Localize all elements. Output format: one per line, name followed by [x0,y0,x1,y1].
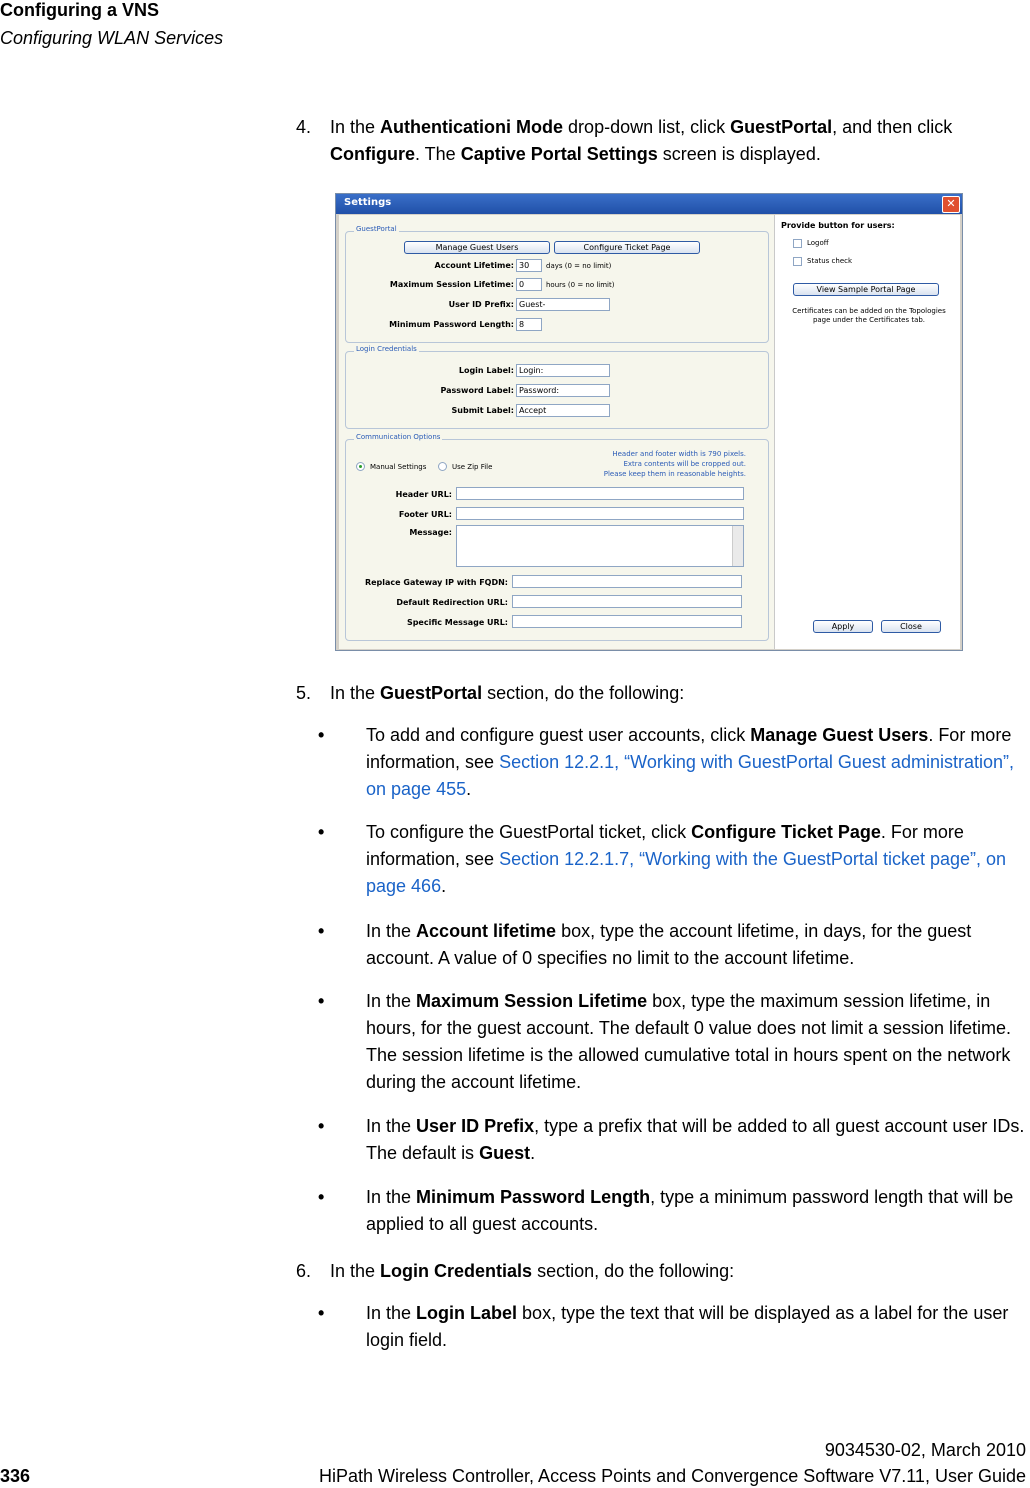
header-url-input[interactable] [456,487,744,500]
submit-label-label: Submit Label: [451,406,514,415]
login-label-input[interactable]: Login: [516,364,610,377]
group-legend: Communication Options [356,433,441,441]
bullet-icon: • [318,1187,325,1207]
status-check-checkbox[interactable] [793,257,802,266]
group-legend: GuestPortal [356,225,397,233]
bullet-icon: • [318,991,325,1011]
header-title: Configuring a VNS [0,0,159,20]
use-zip-file-radio[interactable] [438,462,447,471]
use-zip-file-label: Use Zip File [452,463,493,471]
replace-gateway-input[interactable] [512,575,742,588]
min-password-length-label: Minimum Password Length: [389,320,514,329]
step-text: In the Authenticationi Mode drop-down list, click GuestPortal, and then click Configure. The Captive Portal Settings screen is displayed. [330,117,953,164]
max-session-lifetime-label: Maximum Session Lifetime: [389,280,514,289]
width-note-3: Please keep them in reasonable heights. [603,470,746,478]
width-note-2: Extra contents will be cropped out. [623,460,746,468]
min-password-length-input[interactable]: 8 [516,318,542,331]
manual-settings-label: Manual Settings [370,463,427,471]
max-session-lifetime-input[interactable]: 0 [516,278,542,291]
section-link[interactable]: Section 12.2.1, “Working with GuestPortal Guest administration”, on page 455 [366,752,1014,799]
bullet-text: In the Login Label box, type the text that will be displayed as a label for the user login field. [366,1303,1009,1350]
footer-guide-title: HiPath Wireless Controller, Access Points and Convergence Software V7.11, User Guide [318,1466,1026,1486]
specific-message-url-input[interactable] [512,615,742,628]
certificate-note-1: Certificates can be added on the Topologies [792,307,946,315]
header-url-label: Header URL: [395,490,452,499]
specific-message-url-label: Specific Message URL: [406,618,508,627]
step-number: 6. [296,1261,312,1281]
account-lifetime-note: days (0 = no limit) [546,262,612,270]
logoff-label: Logoff [807,239,829,247]
user-id-prefix-label: User ID Prefix: [448,300,514,309]
bullet-icon: • [318,725,325,745]
manual-settings-radio[interactable] [356,462,365,471]
password-label-label: Password Label: [440,386,514,395]
bullet-text: In the Account lifetime box, type the account lifetime, in days, for the guest account. A value of 0 specifies no limit to the account lifetime. [366,921,972,968]
dialog-body [339,215,959,649]
bullet-icon: • [318,822,325,842]
footer-url-label: Footer URL: [398,510,452,519]
step-5 [296,680,1016,707]
step-text: In the Login Credentials section, do the following: [330,1261,735,1281]
message-scrollbar[interactable] [732,526,743,566]
bullet-icon: • [318,1303,325,1323]
close-button[interactable]: Close [881,620,941,633]
logoff-checkbox[interactable] [793,239,802,248]
max-session-lifetime-note: hours (0 = no limit) [546,281,615,289]
bullet-text: In the Maximum Session Lifetime box, type the maximum session lifetime, in hours, for the guest account. The default 0 value does not limit a session lifetime. The session lifetime is the allowed cumulative total in hours spent on the network during the account lifetime. [366,991,1012,1092]
step-4 [296,114,1016,168]
bullet-text: In the Minimum Password Length, type a minimum password length that will be applied to all guest accounts. [366,1187,1014,1234]
step-number: 5. [296,683,312,703]
configure-ticket-page-button[interactable]: Configure Ticket Page [554,241,700,254]
footer-url-input[interactable] [456,507,744,520]
dialog-title: Settings [344,197,392,208]
step-6 [296,1258,1016,1285]
guestportal-group [345,225,769,343]
step-number: 4. [296,117,312,137]
password-label-input[interactable]: Password: [516,384,610,397]
footer-document-number: 9034530-02, March 2010 [824,1440,1026,1460]
bullet-account-lifetime [318,918,1028,972]
bullet-login-label [318,1300,1028,1354]
header-subtitle: Configuring WLAN Services [0,28,224,48]
certificate-note-2: page under the Certificates tab. [812,316,926,324]
default-redirection-label: Default Redirection URL: [396,598,508,607]
bullet-configure-ticket-page [318,819,1028,900]
manage-guest-users-button[interactable]: Manage Guest Users [404,241,550,254]
login-label-label: Login Label: [458,366,514,375]
settings-dialog-screenshot [335,193,963,651]
bullet-text: To configure the GuestPortal ticket, click Configure Ticket Page. For more information, see Section 12.2.1.7, “Working with the GuestPortal ticket page”, on page 466. [366,822,1007,896]
account-lifetime-input[interactable]: 30 [516,259,542,272]
message-label: Message: [409,528,452,537]
status-check-label: Status check [807,257,853,265]
bullet-min-password-length [318,1184,1028,1238]
bullet-text: In the User ID Prefix, type a prefix that will be added to all guest account user IDs. The default is Guest. [366,1116,1025,1163]
footer-page-number: 336 [0,1466,31,1486]
right-panel [774,215,960,649]
bullet-text: To add and configure guest user accounts, click Manage Guest Users. For more information, see Section 12.2.1, “Working with GuestPortal Guest administration”, on page 455. [366,725,1014,799]
default-redirection-input[interactable] [512,595,742,608]
group-legend: Login Credentials [356,345,417,353]
apply-button[interactable]: Apply [813,620,873,633]
bullet-manage-guest-users [318,722,1028,803]
section-link[interactable]: Section 12.2.1.7, “Working with the GuestPortal ticket page”, on page 466 [366,849,1007,896]
view-sample-portal-page-button[interactable]: View Sample Portal Page [793,283,939,296]
message-textarea[interactable] [456,525,744,567]
communication-options-group [345,433,769,641]
bullet-icon: • [318,1116,325,1136]
width-note-1: Header and footer width is 790 pixels. [612,450,746,458]
bullet-icon: • [318,921,325,941]
close-icon[interactable]: ✕ [942,196,960,213]
bullet-max-session-lifetime [318,988,1028,1096]
account-lifetime-label: Account Lifetime: [434,261,514,270]
login-credentials-group [345,345,769,429]
bullet-user-id-prefix [318,1113,1028,1167]
step-text: In the GuestPortal section, do the following: [330,683,685,703]
user-id-prefix-input[interactable]: Guest- [516,298,610,311]
provide-button-heading: Provide button for users: [781,221,895,230]
replace-gateway-label: Replace Gateway IP with FQDN: [364,578,508,587]
submit-label-input[interactable]: Accept [516,404,610,417]
dialog-titlebar [336,194,962,214]
